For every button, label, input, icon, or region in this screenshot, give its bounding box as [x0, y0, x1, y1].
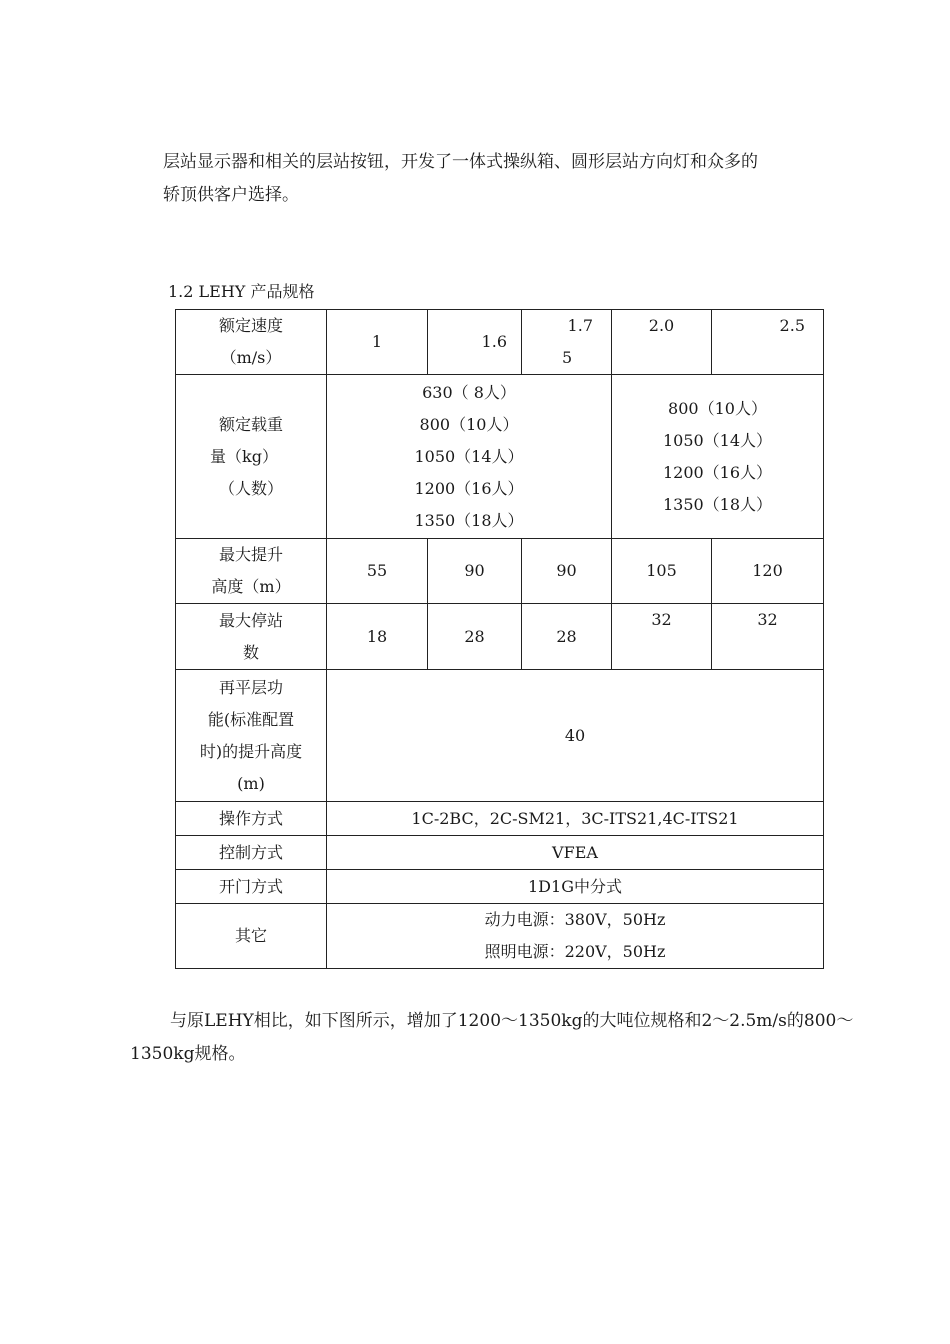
load-value: 1200（16人） [414, 478, 524, 498]
intro-paragraph [163, 146, 863, 212]
operation-value: 1C-2BC，2C-SM21，3C-ITS21,4C-ITS21 [327, 802, 824, 836]
relevel-value: 40 [327, 670, 824, 802]
label-relevel-line2: 能(标准配置 [207, 709, 295, 729]
lift-value: 90 [428, 539, 522, 604]
intro-line-2: 轿顶供客户选择。 [163, 185, 299, 205]
row-door [176, 870, 824, 904]
load-value: 1050（14人） [414, 446, 524, 466]
label-lift-line1: 最大提升 [218, 545, 283, 564]
load-value: 1050（14人） [662, 430, 773, 450]
label-other: 其它 [176, 904, 327, 969]
lighting-supply-value: 照明电源：220V，50Hz [484, 942, 666, 961]
label-relevel-line4: (m) [237, 773, 265, 793]
label-operation: 操作方式 [176, 802, 327, 836]
stops-value: 18 [327, 604, 428, 670]
load-value: 1350（18人） [662, 494, 773, 514]
speed-value: 1.6 [428, 310, 522, 375]
label-load [176, 375, 327, 539]
row-speed [176, 310, 824, 375]
intro-line-1: 层站显示器和相关的层站按钮，开发了一体式操纵箱、圆形层站方向灯和众多的 [163, 152, 758, 172]
control-value: VFEA [327, 836, 824, 870]
label-lift-height [176, 539, 327, 604]
row-control [176, 836, 824, 870]
stops-value: 28 [522, 604, 612, 670]
load-value: 800（10人） [668, 398, 767, 418]
row-other [176, 904, 824, 969]
load-values-right [612, 375, 824, 539]
door-value: 1D1G中分式 [327, 870, 824, 904]
speed-value: 2.0 [612, 310, 712, 375]
load-value: 630（ 8人） [422, 382, 516, 402]
speed-value: 1 [327, 310, 428, 375]
label-relevel-line3: 时)的提升高度 [199, 741, 303, 761]
stops-value: 32 [712, 604, 824, 670]
label-control: 控制方式 [176, 836, 327, 870]
label-speed-line2: （m/s） [220, 348, 282, 367]
speed-value-line1: 1.7 [567, 316, 593, 335]
label-door: 开门方式 [176, 870, 327, 904]
speed-value-line2: 5 [562, 348, 573, 367]
lift-value: 90 [522, 539, 612, 604]
closing-paragraph: 与原LEHY相比，如下图所示，增加了1200～1350kg的大吨位规格和2～2.5m/s的800～1350kg规格。 [130, 1011, 854, 1064]
table-caption: 1.2 LEHY 产品规格 [168, 282, 315, 301]
row-relevel [176, 670, 824, 802]
label-load-line1: 额定载重 [218, 414, 283, 434]
label-max-stops [176, 604, 327, 670]
label-stops-line1: 最大停站 [218, 610, 283, 630]
other-values [327, 904, 824, 969]
speed-value [522, 310, 612, 375]
row-lift-height [176, 539, 824, 604]
label-lift-line2: 高度（m） [211, 577, 291, 596]
lift-value: 120 [712, 539, 824, 604]
speed-value: 2.5 [712, 310, 824, 375]
label-stops-line2: 数 [242, 642, 259, 662]
label-speed [176, 310, 327, 375]
load-values-left [327, 375, 612, 539]
label-speed-line1: 额定速度 [218, 316, 283, 335]
lift-value: 105 [612, 539, 712, 604]
spec-table [175, 309, 824, 969]
row-operation [176, 802, 824, 836]
label-load-line2: 量（kg） [210, 446, 278, 466]
label-relevel [176, 670, 327, 802]
stops-value: 28 [428, 604, 522, 670]
label-relevel-line1: 再平层功 [218, 677, 283, 697]
label-load-line3: （人数） [218, 478, 283, 498]
power-supply-value: 动力电源：380V，50Hz [484, 910, 666, 929]
load-value: 1350（18人） [414, 510, 524, 530]
stops-value: 32 [612, 604, 712, 670]
load-value: 800（10人） [419, 414, 519, 434]
lift-value: 55 [327, 539, 428, 604]
load-value: 1200（16人） [662, 462, 773, 482]
row-max-stops [176, 604, 824, 670]
row-load [176, 375, 824, 539]
